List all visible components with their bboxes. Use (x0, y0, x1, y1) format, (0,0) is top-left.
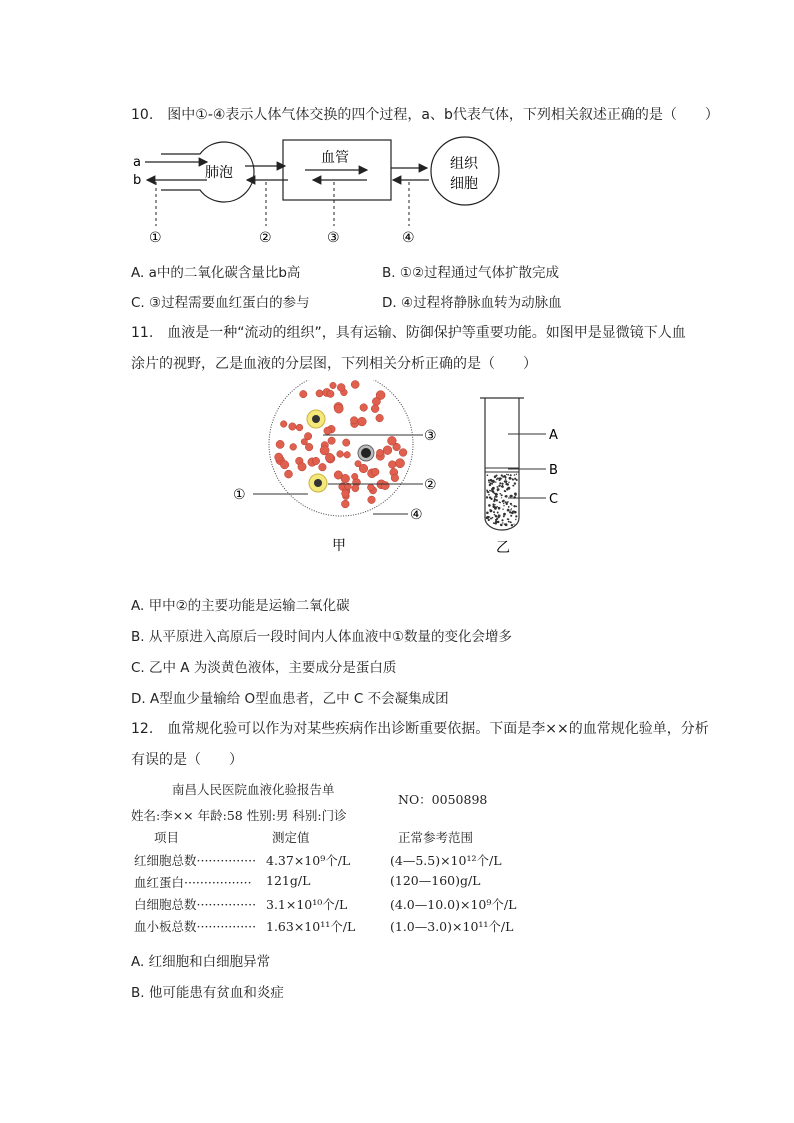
sediment-dot (498, 485, 500, 487)
q12-stem-line2: 有误的是（ ） (131, 752, 243, 768)
sediment-dot (498, 507, 501, 510)
sediment-dot (507, 474, 508, 475)
sediment-dot (501, 474, 503, 476)
sediment-dot (486, 496, 488, 498)
sediment-dot (487, 516, 490, 519)
sediment-dot (512, 511, 514, 513)
report-row-item: 白细胞总数··············· (134, 897, 257, 912)
sediment-dot (509, 511, 511, 513)
sediment-dot (488, 519, 490, 521)
sediment-dot (495, 506, 497, 508)
red-blood-cell (289, 423, 296, 430)
red-blood-cell (280, 461, 288, 469)
sediment-dot (514, 478, 516, 480)
report-number: NO：0050898 (398, 792, 488, 807)
vessel-label: 血管 (321, 150, 349, 166)
sediment-dot (510, 515, 512, 517)
sediment-dot (502, 509, 503, 510)
tissue-label-1: 组织 (450, 156, 478, 172)
sediment-dot (501, 483, 503, 485)
sediment-dot (505, 481, 506, 482)
red-blood-cell (383, 446, 392, 455)
report-header-value: 测定值 (272, 830, 310, 845)
layer-c-label: C (549, 492, 559, 507)
sediment-dot (510, 503, 512, 505)
sediment-dot (507, 509, 510, 512)
gas-a-label: a (133, 155, 141, 170)
q12-stem-line1: 12. 血常规化验可以作为对某些疾病作出诊断重要依据。下面是李××的血常规化验单，分析 (131, 721, 709, 737)
sediment-dot (494, 493, 496, 495)
red-blood-cell (324, 427, 332, 435)
sediment-dot (499, 501, 501, 503)
sediment-dot (508, 506, 510, 508)
sediment-dot (511, 495, 513, 497)
red-blood-cell (280, 421, 287, 428)
sediment-dot (499, 482, 501, 484)
smear-marker-4: ④ (410, 507, 423, 523)
sediment-dot (492, 490, 494, 492)
red-blood-cell (285, 470, 293, 478)
sediment-dot (502, 500, 504, 502)
sediment-dot (496, 478, 498, 480)
sediment-dot (508, 482, 509, 483)
sediment-dot (515, 519, 516, 520)
sediment-dot (503, 503, 504, 504)
red-blood-cell (296, 424, 303, 431)
sediment-dot (514, 511, 517, 514)
sediment-dot (494, 475, 496, 477)
sediment-dot (504, 490, 506, 492)
report-row-range: (1.0—3.0)×10¹¹个/L (390, 919, 514, 934)
alveolus-label: 肺泡 (205, 165, 233, 181)
red-blood-cell (341, 500, 349, 508)
red-blood-cell (372, 468, 380, 476)
q11-option-b[interactable]: B. 从平原进入高原后一段时间内人体血液中①数量的变化会增多 (131, 629, 512, 645)
sediment-dot (500, 493, 501, 494)
sediment-dot (501, 497, 502, 498)
sediment-dot (516, 474, 517, 475)
sediment-dot (494, 514, 496, 516)
layer-b-label: B (549, 463, 558, 478)
gas-exchange-diagram (125, 128, 505, 252)
red-blood-cell (360, 404, 368, 412)
sediment-dot (493, 522, 495, 524)
sediment-dot (512, 485, 514, 487)
sediment-dot (487, 491, 489, 493)
marker-3: ③ (327, 230, 340, 246)
sediment-dot (495, 495, 498, 498)
sediment-dot (499, 479, 501, 481)
sediment-dot (496, 518, 498, 520)
red-blood-cell (337, 451, 344, 458)
sediment-dot (514, 524, 515, 525)
sediment-dot (501, 519, 503, 521)
red-blood-cell (376, 414, 384, 422)
smear-marker-1: ① (233, 487, 246, 503)
red-blood-cell (372, 397, 380, 405)
red-blood-cell (368, 496, 376, 504)
sediment-dot (515, 494, 517, 496)
white-blood-cell-1 (307, 410, 325, 428)
red-blood-cell (330, 382, 336, 388)
sediment-dot (497, 489, 498, 490)
sediment-dot (495, 515, 497, 517)
sediment-dot (490, 518, 492, 520)
q12-option-b[interactable]: B. 他可能患有贫血和炎症 (131, 985, 284, 1001)
sediment-dot (492, 503, 494, 505)
q10-option-a[interactable]: A. a中的二氧化碳含量比b高 (131, 265, 301, 281)
red-blood-cell (371, 405, 379, 413)
red-blood-cell (391, 474, 399, 482)
sediment-dot (502, 485, 503, 486)
smear-marker-2: ② (424, 477, 437, 493)
red-blood-cell (358, 417, 367, 426)
q11-stem-line2: 涂片的视野，乙是血液的分层图，下列相关分析正确的是（ ） (131, 356, 537, 372)
red-blood-cell (350, 417, 357, 424)
sediment-dot (507, 502, 509, 504)
sediment-dot (510, 474, 512, 476)
red-blood-cell (388, 461, 396, 469)
red-blood-cell (376, 449, 383, 456)
sediment-dot (505, 483, 507, 485)
q11-option-a[interactable]: A. 甲中②的主要功能是运输二氧化碳 (131, 598, 350, 614)
q10-option-b[interactable]: B. ①②过程通过气体扩散完成 (382, 265, 560, 281)
red-blood-cell (395, 459, 404, 468)
sediment-dot (497, 512, 499, 514)
test-tube (480, 398, 524, 530)
sediment-dot (501, 494, 503, 496)
sediment-dot (509, 477, 512, 480)
sediment-dot (486, 512, 489, 515)
red-blood-cell (275, 453, 283, 461)
q11-option-c[interactable]: C. 乙中 A 为淡黄色液体，主要成分是蛋白质 (131, 660, 397, 676)
red-blood-cell (320, 446, 329, 455)
sediment-dot (510, 521, 512, 523)
sediment-dot (508, 521, 510, 523)
sediment-dot (491, 490, 492, 491)
sediment-dot (491, 483, 493, 485)
report-title: 南昌人民医院血液化验报告单 (172, 782, 335, 797)
sediment-dot (503, 515, 505, 517)
sediment-dot (496, 493, 498, 495)
white-blood-cell-3 (358, 445, 374, 461)
marker-1: ① (149, 230, 162, 246)
q10-option-c[interactable]: C. ③过程需要血红蛋白的参与 (131, 295, 310, 311)
sediment-dot (489, 510, 491, 512)
sediment-dot (488, 482, 489, 483)
sediment-dot (502, 522, 503, 523)
sediment-dot (495, 504, 496, 505)
sediment-dot (495, 481, 496, 482)
sediment-dot (508, 518, 510, 520)
red-blood-cell (312, 457, 319, 464)
red-blood-cell (327, 390, 334, 397)
sediment-dot (488, 504, 491, 507)
report-row-value: 3.1×10¹⁰个/L (266, 897, 348, 912)
report-row-value: 4.37×10⁹个/L (266, 853, 351, 868)
red-blood-cell (355, 461, 361, 467)
sediment-dot (504, 475, 506, 477)
sediment-dot (497, 486, 499, 488)
sediment-dot (500, 524, 503, 527)
sediment-dot (505, 501, 507, 503)
marker-2: ② (259, 230, 272, 246)
sediment-dot (511, 505, 512, 506)
report-header-range: 正常参考范围 (398, 830, 474, 845)
sediment-dot (505, 479, 506, 480)
red-blood-cell (351, 381, 359, 389)
report-row-item: 红细胞总数··············· (134, 853, 257, 868)
red-blood-cell (388, 436, 397, 445)
red-blood-cell (344, 452, 351, 459)
gas-b-label: b (133, 173, 142, 188)
report-row-range: (4—5.5)×10¹²个/L (390, 853, 502, 868)
red-blood-cell (305, 443, 313, 451)
q12-option-a[interactable]: A. 红细胞和白细胞异常 (131, 954, 271, 970)
sediment-dot (507, 487, 510, 490)
report-header-item: 项目 (154, 830, 180, 845)
red-blood-cell (334, 404, 343, 413)
red-blood-cell (319, 463, 327, 471)
sediment-dot (492, 487, 495, 490)
blood-smear-view (269, 380, 413, 516)
report-patient-info: 姓名:李×× 年龄:58 性别:男 科别:门诊 (131, 808, 347, 823)
caption-jia: 甲 (332, 538, 346, 554)
smear-marker-3: ③ (424, 428, 437, 444)
sediment-dot (490, 498, 492, 500)
sediment-dot (492, 480, 493, 481)
report-row-item: 血小板总数··············· (134, 919, 257, 934)
sediment-dot (492, 517, 494, 519)
sediment-dot (493, 511, 495, 513)
sediment-dot (495, 522, 497, 524)
sediment-dot (510, 509, 511, 510)
red-blood-cell (399, 449, 407, 457)
sediment-dot (503, 505, 504, 506)
sediment-dot (511, 508, 512, 509)
sediment-dot (487, 474, 489, 476)
red-blood-cell (343, 439, 350, 446)
report-row-range: (4.0—10.0)×10⁹个/L (390, 897, 517, 912)
red-blood-cell (298, 463, 306, 471)
report-row-value: 1.63×10¹¹个/L (266, 919, 356, 934)
sediment-dot (506, 474, 507, 475)
sediment-dot (505, 523, 507, 525)
blood-figure (228, 380, 578, 560)
q11-stem-line1: 11. 血液是一种“流动的组织”，具有运输、防御保护等重要功能。如图甲是显微镜下人血 (131, 325, 686, 341)
red-blood-cell (304, 433, 311, 440)
caption-yi: 乙 (496, 540, 510, 556)
q10-stem: 10. 图中①-④表示人体气体交换的四个过程，a、b代表气体，下列相关叙述正确的是（ ） (131, 107, 719, 123)
sediment-dot (512, 478, 513, 479)
red-blood-cell (328, 437, 335, 444)
sediment-dot (515, 515, 517, 517)
white-blood-cell-2 (309, 474, 327, 492)
red-blood-cell (381, 482, 389, 490)
sediment-dot (513, 505, 515, 507)
red-blood-cell (316, 390, 323, 397)
red-blood-cell (352, 485, 359, 492)
layer-a-label: A (549, 428, 558, 443)
red-blood-cell (290, 444, 297, 451)
sediment-dot (498, 515, 500, 517)
q10-option-d[interactable]: D. ④过程将静脉血转为动脉血 (382, 295, 562, 311)
red-blood-cell (300, 390, 307, 397)
red-blood-cell (352, 473, 358, 479)
q11-option-d[interactable]: D. A型血少量输给 O型血患者，乙中 C 不会凝集成团 (131, 691, 449, 707)
red-blood-cell (367, 484, 374, 491)
sediment-dot (494, 496, 495, 497)
red-blood-cell (337, 384, 345, 392)
sediment-dot (514, 482, 516, 484)
red-blood-cell (342, 490, 350, 498)
report-row-item: 血红蛋白················· (134, 875, 252, 890)
report-row-value: 121g/L (266, 873, 311, 888)
red-blood-cell (276, 440, 284, 448)
marker-4: ④ (402, 230, 415, 246)
sediment-dot (501, 478, 502, 479)
sediment-dot (503, 513, 506, 516)
red-blood-cell (341, 474, 350, 483)
sediment-dot (505, 495, 508, 498)
sediment-dot (492, 506, 493, 507)
sediment-dot (511, 524, 513, 526)
sediment-dot (494, 499, 496, 501)
sediment-dot (516, 506, 518, 508)
report-row-range: (120—160)g/L (390, 873, 481, 888)
tissue-label-2: 细胞 (450, 176, 478, 192)
sediment-dot (514, 474, 516, 476)
sediment-dot (488, 494, 490, 496)
sediment-dot (489, 490, 491, 492)
